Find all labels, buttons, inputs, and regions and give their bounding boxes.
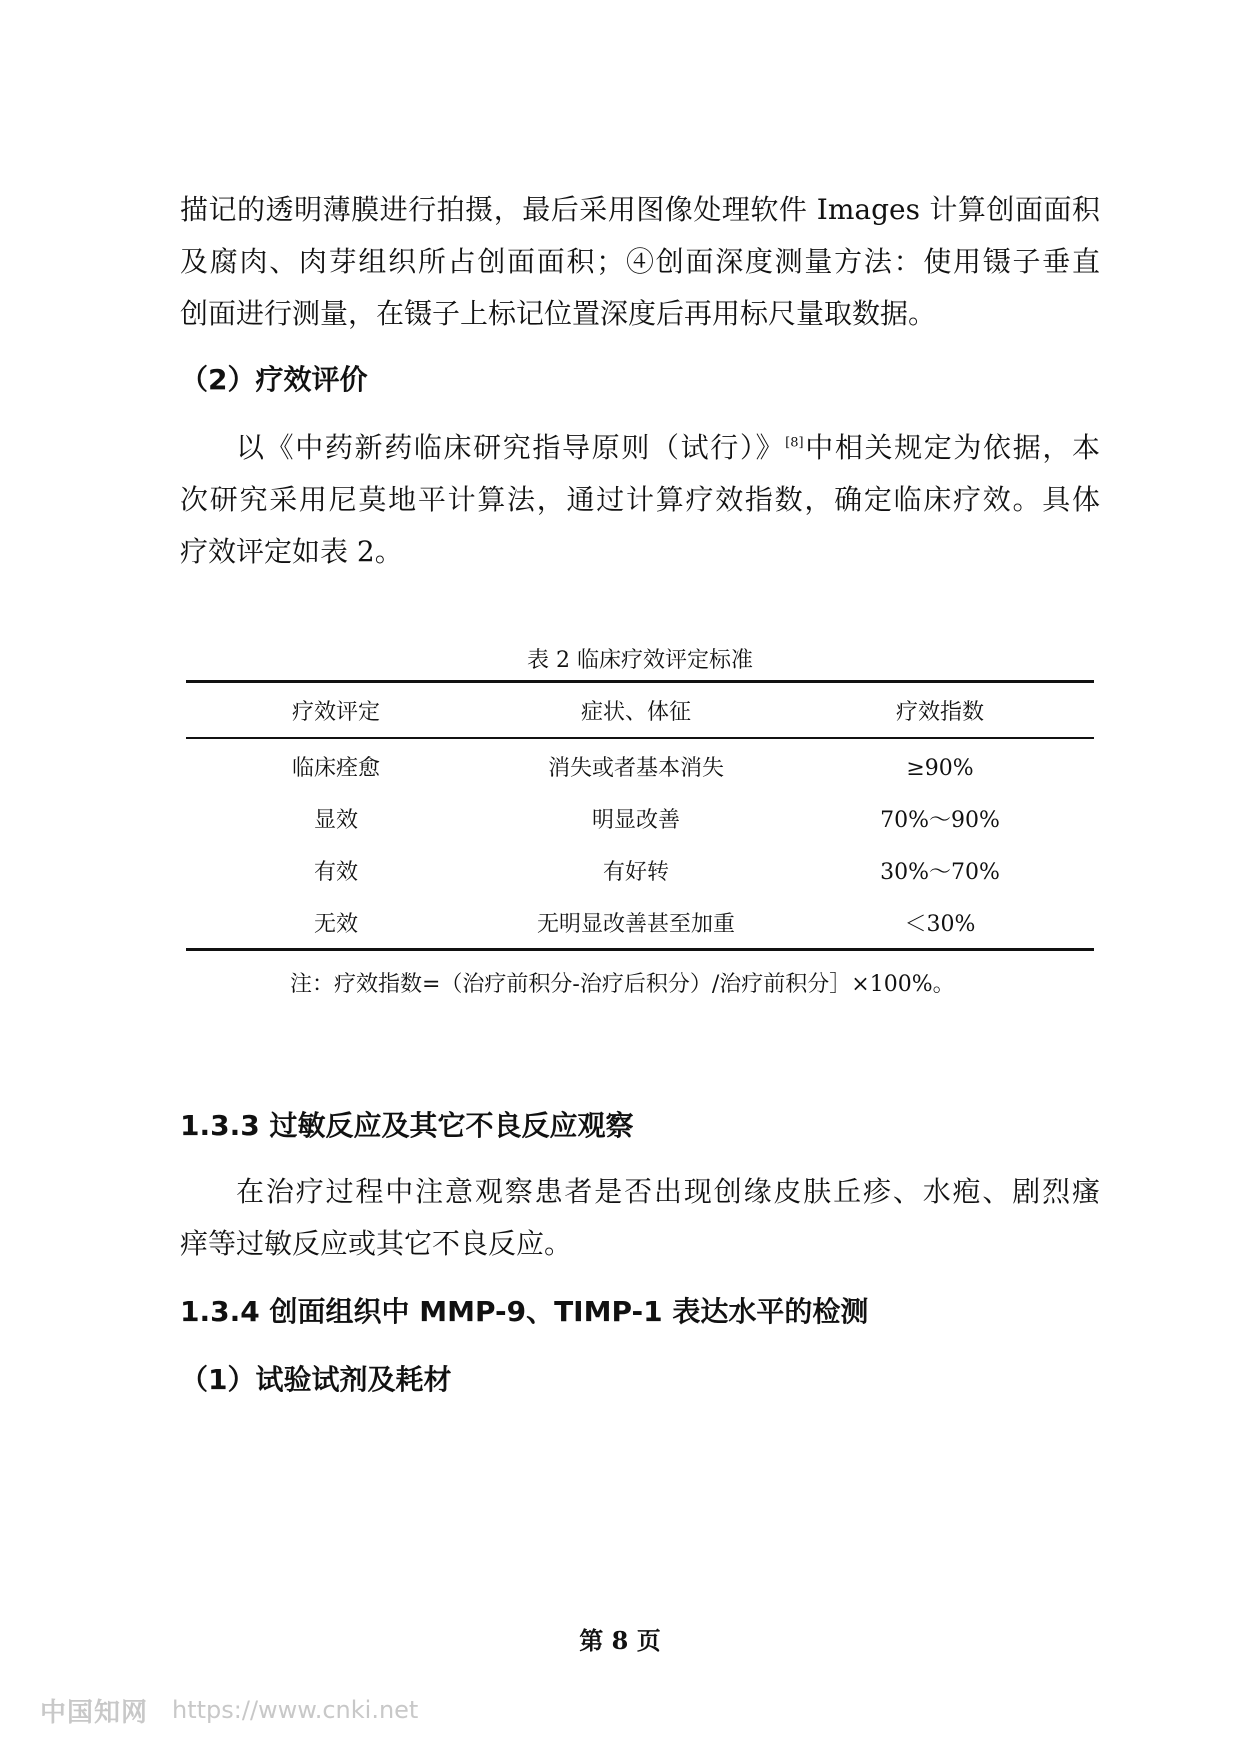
- table-caption: 表 2 临床疗效评定标准: [527, 648, 753, 673]
- cnki-watermark: [40, 1690, 418, 1730]
- table-cell: 有好转: [602, 860, 669, 885]
- table-header-cell: 疗效评定: [291, 700, 380, 725]
- table-cell: ≥90%: [906, 756, 974, 781]
- body-text-line: 次研究采用尼莫地平计算法，通过计算疗效指数，确定临床疗效。具体: [180, 483, 1100, 516]
- table-top-rule: [186, 680, 1094, 683]
- table-cell: 明显改善: [591, 808, 680, 833]
- table-header-cell: 症状、体征: [580, 700, 691, 725]
- body-text-line: 在治疗过程中注意观察患者是否出现创缘皮肤丘疹、水疱、剧烈瘙: [236, 1175, 1100, 1208]
- table-cell: 70%～90%: [880, 808, 1000, 833]
- section-heading-1-3-4: 1.3.4 创面组织中 MMP-9、TIMP-1 表达水平的检测: [180, 1295, 869, 1328]
- section-heading-reagents: （1）试验试剂及耗材: [180, 1363, 452, 1396]
- table-cell: 30%～70%: [880, 860, 1000, 885]
- body-text-line: 痒等过敏反应或其它不良反应。: [180, 1227, 573, 1260]
- table-header-cell: 疗效指数: [895, 700, 984, 725]
- citation-ref[interactable]: [8]: [785, 435, 804, 451]
- table-cell: ＜30%: [904, 912, 976, 937]
- table-cell: 消失或者基本消失: [547, 756, 724, 781]
- body-text-line: 描记的透明薄膜进行拍摄，最后采用图像处理软件 Images 计算创面面积: [180, 193, 1100, 226]
- table-cell: 显效: [313, 808, 358, 833]
- table-header-rule: [186, 737, 1094, 739]
- table-note: 注：疗效指数=（治疗前积分-治疗后积分）/治疗前积分］×100%。: [290, 972, 955, 997]
- body-text-line: [236, 428, 1100, 468]
- section-heading-efficacy: （2）疗效评价: [180, 363, 368, 396]
- body-text-span: 中相关规定为依据，本: [803, 431, 1100, 464]
- body-text-span: 以《中药新药临床研究指导原则（试行）》: [236, 431, 786, 464]
- page-number: 第 8 页: [579, 1626, 661, 1655]
- table-cell: 无效: [313, 912, 358, 937]
- table-bottom-rule: [186, 948, 1094, 951]
- watermark-logo: 中国知网: [40, 1697, 149, 1728]
- table-cell: 临床痊愈: [291, 756, 380, 781]
- body-text-line: 疗效评定如表 2。: [180, 535, 403, 568]
- section-heading-1-3-3: 1.3.3 过敏反应及其它不良反应观察: [180, 1109, 634, 1142]
- table-cell: 无明显改善甚至加重: [536, 912, 735, 937]
- watermark-url[interactable]: https://www.cnki.net: [172, 1696, 419, 1724]
- body-text-line: 创面进行测量，在镊子上标记位置深度后再用标尺量取数据。: [180, 297, 937, 330]
- table-cell: 有效: [313, 860, 358, 885]
- body-text-line: 及腐肉、肉芽组织所占创面面积；④创面深度测量方法：使用镊子垂直: [180, 245, 1100, 278]
